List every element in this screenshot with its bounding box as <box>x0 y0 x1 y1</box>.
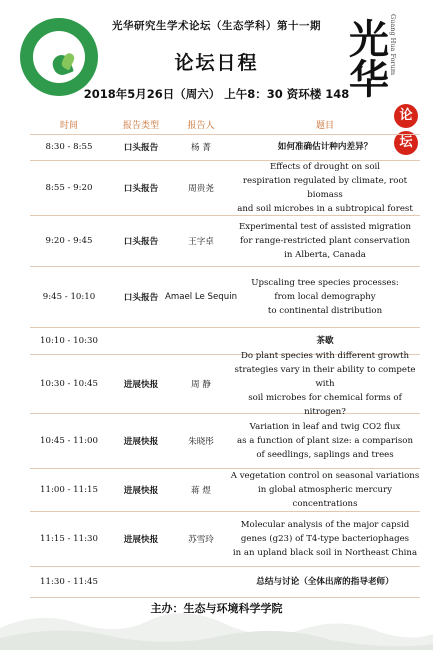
row-title-line: and soil microbes in a subtropical forest <box>237 204 413 214</box>
row-type: 口头报告 <box>123 143 159 153</box>
forum-calligraphy: 光华 <box>349 16 389 103</box>
schedule-header <box>30 112 420 135</box>
schedule-row <box>30 216 420 267</box>
row-title-line: in Alberta, Canada <box>284 250 366 260</box>
row-title-line: soil microbes for chemical forms of nitrogen? <box>248 393 402 417</box>
row-speaker: 苏雪玲 <box>188 535 214 545</box>
column-header-title: 题目 <box>315 121 334 131</box>
row-title-line: Experimental test of assisted migration <box>238 222 412 232</box>
row-time: 10:10 - 10:30 <box>40 336 98 346</box>
row-title <box>230 134 420 160</box>
forum-english-name: Guang Hua Forum <box>389 14 397 75</box>
row-title-line: Upscaling tree species processes: <box>251 278 399 288</box>
event-date-location: 2018年5月26日（周六） 上午8：30 资环楼 148 <box>83 87 350 101</box>
row-title <box>230 512 420 566</box>
schedule-table <box>30 134 420 598</box>
row-title-line: of seedlings, saplings and trees <box>256 450 394 460</box>
row-speaker: 杨 菁 <box>191 143 211 153</box>
row-title <box>230 469 420 511</box>
row-title <box>230 161 420 215</box>
row-time: 8:55 - 9:20 <box>45 183 93 193</box>
schedule-row <box>30 161 420 216</box>
row-title-line: 茶歇 <box>316 336 334 346</box>
row-speaker: 周贵尧 <box>188 184 214 194</box>
row-title-line: for range-restricted plant conservation <box>239 236 411 246</box>
row-speaker: 王字卓 <box>188 237 214 247</box>
page-title: 论坛日程 <box>174 52 259 74</box>
row-time: 11:15 - 11:30 <box>40 534 98 544</box>
row-title-line: genes (g23) of T4-type bacteriophages <box>240 534 410 544</box>
row-time: 10:30 - 10:45 <box>40 379 98 389</box>
row-speaker: Amael Le Sequin <box>164 292 238 302</box>
row-time: 9:45 - 10:10 <box>42 292 96 302</box>
organizer-footer: 主办：生态与环境科学学院 <box>150 602 283 615</box>
row-time: 10:45 - 11:00 <box>40 436 98 446</box>
row-title <box>230 351 420 417</box>
row-time: 8:30 - 8:55 <box>45 142 93 152</box>
column-header-time: 时间 <box>59 121 78 131</box>
row-title-line: Variation in leaf and twig CO2 flux <box>249 422 401 432</box>
row-title-line: 总结与讨论（全体出席的指导老师） <box>256 577 394 587</box>
row-time: 11:30 - 11:45 <box>40 577 98 587</box>
row-title-line: from local demography <box>274 292 376 302</box>
row-type: 口头报告 <box>123 237 159 247</box>
row-type: 进展快报 <box>123 437 159 447</box>
row-title-line: 如何准确估计种内差异？ <box>277 142 373 152</box>
mountain-decoration <box>0 590 433 650</box>
seal-character-2: 坛 <box>394 131 418 155</box>
row-title <box>230 414 420 468</box>
row-type: 口头报告 <box>123 293 159 303</box>
row-title-line: in an upland black soil in Northeast China <box>232 548 418 558</box>
schedule-row <box>30 351 420 417</box>
row-title <box>230 216 420 266</box>
row-title-line: respiration regulated by climate, root biomass <box>242 176 408 200</box>
row-time: 9:20 - 9:45 <box>45 236 93 246</box>
row-type: 进展快报 <box>123 535 159 545</box>
row-speaker: 朱晓彤 <box>188 437 214 447</box>
seal-character-1: 论 <box>394 104 418 128</box>
column-header-type: 报告类型 <box>122 121 159 131</box>
row-title-line: strategies vary in their ability to compete with <box>234 365 416 389</box>
schedule-row <box>30 267 420 328</box>
row-title-line: to continental distribution <box>267 306 383 316</box>
row-title-line: Molecular analysis of the major capsid <box>240 520 410 530</box>
row-title <box>230 267 420 327</box>
row-type: 进展快报 <box>123 486 159 496</box>
schedule-row <box>30 469 420 512</box>
row-title-line: in global atmospheric mercury concentrations <box>257 485 393 509</box>
row-title-line: Effects of drought on soil <box>269 162 381 172</box>
row-speaker <box>162 328 240 354</box>
row-type: 进展快报 <box>123 380 159 390</box>
forum-subtitle: 光华研究生学术论坛（生态学科）第十一期 <box>112 20 321 32</box>
schedule-row <box>30 414 420 469</box>
row-speaker: 蒋 煜 <box>191 486 211 496</box>
row-time: 11:00 - 11:15 <box>40 485 98 495</box>
schedule-row <box>30 134 420 161</box>
row-title-line: A vegetation control on seasonal variations <box>230 471 420 481</box>
row-speaker: 周 静 <box>191 380 211 390</box>
row-type: 口头报告 <box>123 184 159 194</box>
row-title-line: Do plant species with different growth <box>241 351 409 361</box>
column-header-speaker: 报告人 <box>187 121 215 131</box>
row-title-line: as a function of plant size: a comparison <box>237 436 413 446</box>
schedule-row <box>30 512 420 567</box>
